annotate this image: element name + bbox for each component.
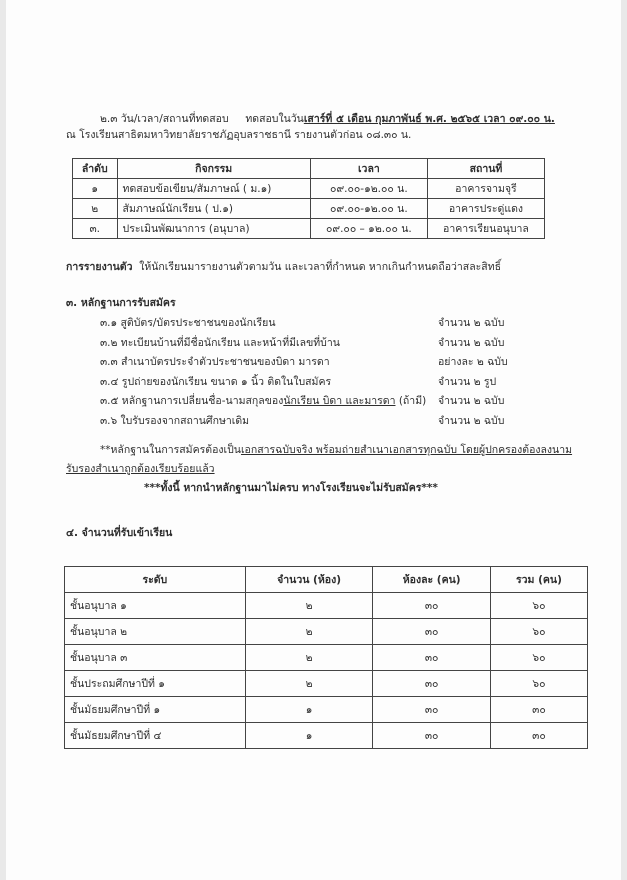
table-row: [65, 593, 588, 619]
total-cell: ๖๐: [490, 671, 587, 697]
rooms-cell: ๑: [245, 697, 373, 723]
evidence-text: (ถ้ามี): [395, 395, 427, 407]
rooms-cell: ๒: [245, 671, 373, 697]
reporting-label: การรายงานตัว: [66, 261, 133, 273]
header-rooms: จำนวน (ห้อง): [245, 567, 373, 593]
per-room-cell: ๓๐: [373, 697, 490, 723]
per-room-cell: ๓๐: [373, 593, 490, 619]
table-row: [73, 199, 545, 219]
place-cell: อาคารประดู่แดง: [427, 199, 544, 219]
evidence-text: ๓.๖ ใบรับรองจากสถานศึกษาเดิม: [100, 414, 250, 427]
evidence-note-line2: รับรองสำเนาถูกต้องเรียบร้อยแล้ว: [66, 463, 215, 475]
table-row: [65, 645, 588, 671]
evidence-quantity: จำนวน ๒ ฉบับ: [438, 395, 505, 407]
reporting-text: ให้นักเรียนมารายงานตัวตามวัน และเวลาที่กำหนด หากเกินกำหนดถือว่าสละสิทธิ์: [139, 261, 502, 273]
activity-cell: ทดสอบข้อเขียน/สัมภาษณ์ ( ม.๑): [117, 179, 310, 199]
evidence-item: [100, 316, 276, 330]
header-order: ลำดับ: [73, 159, 118, 179]
header-per-room: ห้องละ (คน): [373, 567, 490, 593]
per-room-cell: ๓๐: [373, 671, 490, 697]
total-cell: ๓๐: [490, 723, 587, 749]
schedule-table: [72, 158, 545, 239]
section-4-title: ๔. จำนวนที่รับเข้าเรียน: [66, 527, 173, 539]
table-row: [65, 619, 588, 645]
evidence-quantity: จำนวน ๒ ฉบับ: [438, 414, 505, 427]
evidence-item: [100, 375, 331, 389]
level-cell: ชั้นมัธยมศึกษาปีที่ ๔: [65, 723, 246, 749]
level-cell: ชั้นมัธยมศึกษาปีที่ ๑: [65, 697, 246, 723]
evidence-text: ๓.๓ สำเนาบัตรประจำตัวประชาชนของบิดา มารดา: [100, 356, 330, 368]
total-cell: ๖๐: [490, 593, 587, 619]
evidence-item: [100, 355, 330, 369]
table-row: [65, 671, 588, 697]
place-cell: อาคารเรียนอนุบาล: [427, 219, 544, 239]
order-cell: ๒: [73, 199, 118, 219]
evidence-quantity: จำนวน ๒ ฉบับ: [438, 336, 505, 349]
table-row: [73, 219, 545, 239]
header-time: เวลา: [310, 159, 427, 179]
total-cell: ๖๐: [490, 645, 587, 671]
note-prefix: **หลักฐานในการสมัครต้องเป็น: [100, 444, 241, 456]
header-total: รวม (คน): [490, 567, 587, 593]
total-cell: ๓๐: [490, 697, 587, 723]
order-cell: ๓.: [73, 219, 118, 239]
enrollment-table: [64, 566, 588, 749]
evidence-item: [100, 414, 249, 428]
level-cell: ชั้นอนุบาล ๑: [65, 593, 246, 619]
reporting-line: [66, 260, 501, 274]
header-level: ระดับ: [65, 567, 246, 593]
exam-prefix: ทดสอบในวัน: [245, 113, 304, 125]
level-cell: ชั้นอนุบาล ๒: [65, 619, 246, 645]
evidence-note: [100, 443, 572, 457]
rooms-cell: ๑: [245, 723, 373, 749]
evidence-item: [100, 336, 340, 350]
document-page: [6, 0, 621, 880]
table-row: [73, 179, 545, 199]
evidence-text: ๓.๒ ทะเบียนบ้านที่มีชื่อนักเรียน และหน้าที่มีเลขที่บ้าน: [100, 336, 340, 349]
rooms-cell: ๒: [245, 619, 373, 645]
evidence-quantity: อย่างละ ๒ ฉบับ: [438, 356, 508, 368]
evidence-text: ๓.๔ รูปถ่ายของนักเรียน ขนาด ๑ นิ้ว ติดในใบสมัคร: [100, 375, 332, 388]
evidence-text: ๓.๑ สูติบัตร/บัตรประชาชนของนักเรียน: [100, 317, 276, 329]
order-cell: ๑: [73, 179, 118, 199]
rooms-cell: ๒: [245, 645, 373, 671]
section-2-3-line2: ณ โรงเรียนสาธิตมหาวิทยาลัยราชภัฏอุบลราชธานี รายงานตัวก่อน ๐๘.๓๐ น.: [66, 129, 412, 141]
level-cell: ชั้นประถมศึกษาปีที่ ๑: [65, 671, 246, 697]
evidence-text: ๓.๕ หลักฐานการเปลี่ยนชื่อ-นามสกุลของ: [100, 395, 284, 407]
evidence-text: นักเรียน บิดา และมารดา: [283, 395, 396, 407]
place-cell: อาคารจามจุรี: [427, 179, 544, 199]
time-cell: ๐๙.๐๐-๑๒.๐๐ น.: [310, 179, 427, 199]
activity-cell: สัมภาษณ์นักเรียน ( ป.๑): [117, 199, 310, 219]
time-cell: ๐๙.๐๐ – ๑๒.๐๐ น.: [310, 219, 427, 239]
header-activity: กิจกรรม: [117, 159, 310, 179]
evidence-warning: ***ทั้งนี้ หากนำหลักฐานมาไม่ครบ ทางโรงเรียนจะไม่รับสมัคร***: [144, 482, 438, 494]
section-3-title: ๓. หลักฐานการรับสมัคร: [66, 297, 176, 309]
evidence-quantity: จำนวน ๒ รูป: [438, 375, 497, 388]
section-2-3-line1: [100, 112, 555, 126]
per-room-cell: ๓๐: [373, 619, 490, 645]
header-place: สถานที่: [427, 159, 544, 179]
activity-cell: ประเมินพัฒนาการ (อนุบาล): [117, 219, 310, 239]
per-room-cell: ๓๐: [373, 645, 490, 671]
total-cell: ๖๐: [490, 619, 587, 645]
evidence-item: [100, 394, 426, 408]
section-label: ๒.๓ วัน/เวลา/สถานที่ทดสอบ: [100, 113, 229, 125]
note-underlined: เอกสารฉบับจริง พร้อมถ่ายสำเนาเอกสารทุกฉบับ โดยผู้ปกครองต้องลงนาม: [240, 444, 573, 456]
evidence-quantity: จำนวน ๒ ฉบับ: [438, 317, 505, 329]
table-row: [65, 723, 588, 749]
table-row: [65, 697, 588, 723]
rooms-cell: ๒: [245, 593, 373, 619]
time-cell: ๐๙.๐๐-๑๒.๐๐ น.: [310, 199, 427, 219]
per-room-cell: ๓๐: [373, 723, 490, 749]
exam-datetime: เสาร์ที่ ๕ เดือน กุมภาพันธ์ พ.ศ. ๒๕๖๕ เวลา ๐๙.๐๐ น.: [303, 113, 555, 125]
level-cell: ชั้นอนุบาล ๓: [65, 645, 246, 671]
